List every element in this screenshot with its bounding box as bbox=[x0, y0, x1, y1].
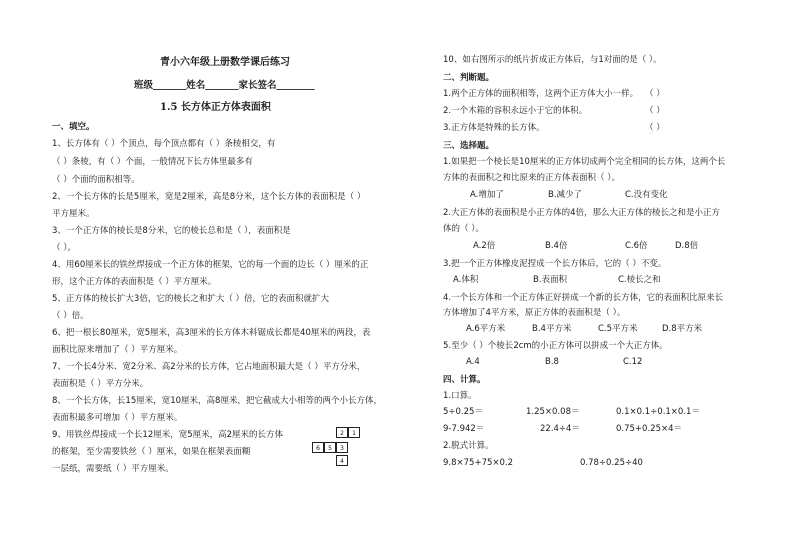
judge-3: 3.正方体是特殊的长方体。 bbox=[443, 123, 545, 133]
oral-2: 1.25×0.08＝ bbox=[526, 407, 580, 417]
choice5-option-c: C.12 bbox=[623, 357, 643, 367]
judge-2-paren: （ ） bbox=[645, 106, 665, 116]
q7-line2: 表面积是（ ）平方分米。 bbox=[52, 379, 149, 389]
q1-line2: （ ）条棱，有（ ）个面，一般情况下长方体里最多有 bbox=[52, 157, 253, 167]
choice2-option-c: C.6倍 bbox=[625, 241, 648, 251]
calc-title: 2.脱式计算。 bbox=[443, 441, 494, 451]
choice5-option-b: B.8 bbox=[545, 357, 559, 367]
choice2-option-b: B.4倍 bbox=[545, 241, 568, 251]
choice4-option-c: C.5平方米 bbox=[598, 324, 638, 334]
q9-line1: 9、用铁丝焊接成一个长12厘米，宽5厘米，高2厘米的长方体 bbox=[52, 430, 284, 440]
choice2-line1: 2.大正方体的表面积是小正方体的4倍，那么大正方体的棱长之和是小正方 bbox=[443, 208, 721, 218]
choice4-option-d: D.8平方米 bbox=[662, 324, 703, 334]
section-calc: 四、计算。 bbox=[443, 375, 486, 385]
judge-1: 1.两个正方体的面积相等，这两个正方体大小一样。 bbox=[443, 89, 639, 99]
net-cell: 3 bbox=[336, 442, 348, 453]
net-cell: 6 bbox=[312, 442, 324, 453]
choice4-line2: 方体增加了4平方米，原正方体的表面积是（ ）。 bbox=[443, 308, 626, 318]
q7-line1: 7、一个长4分米、宽2分米、高2分米的长方体，它占地面积最大是（ ）平方分米， bbox=[52, 362, 366, 372]
choice1-option-b: B.减少了 bbox=[548, 190, 583, 200]
choice4-line1: 4.一个长方体和一个正方体正好拼成一个新的长方体，它的表面积比原来长 bbox=[443, 293, 724, 303]
choice3-option-a: A.体积 bbox=[453, 275, 479, 285]
choice2-line2: 体的（ ）。 bbox=[443, 224, 484, 234]
net-cell: 1 bbox=[348, 427, 360, 438]
choice2-option-a: A.2倍 bbox=[473, 241, 496, 251]
q1-line1: 1、长方体有（ ）个顶点，每个顶点都有（ ）条棱相交，有 bbox=[52, 139, 276, 149]
q2-line1: 2、一个长方体的长是5厘米，宽是2厘米，高是8分米，这个长方体的表面积是（ ） bbox=[52, 192, 366, 202]
oral-1: 5÷0.25＝ bbox=[443, 407, 483, 417]
cube-net-figure bbox=[308, 427, 360, 471]
net-cell: 4 bbox=[336, 455, 348, 466]
student-info-line: 班级_______姓名_______家长签名________ bbox=[134, 80, 315, 91]
calc-2: 0.78÷0.25÷40 bbox=[580, 458, 643, 468]
oral-5: 22.4÷4＝ bbox=[540, 424, 580, 434]
judge-3-paren: （ ） bbox=[645, 123, 665, 133]
net-cell: 2 bbox=[336, 427, 348, 438]
q1-line3: （ ）个面的面积相等。 bbox=[52, 175, 140, 185]
choice3-option-c: C.棱长之和 bbox=[618, 275, 661, 285]
q2-line2: 平方厘米。 bbox=[52, 209, 95, 219]
oral-3: 0.1×0.1÷0.1×0.1＝ bbox=[616, 407, 700, 417]
q3-line1: 3、一个正方体的棱长是8分米，它的棱长总和是（ ），表面积是 bbox=[52, 226, 291, 236]
q9-line3: 一层纸，需要纸（ ）平方厘米。 bbox=[52, 464, 174, 474]
oral-4: 9-7.942＝ bbox=[443, 424, 485, 434]
oral-title: 1.口算。 bbox=[443, 391, 477, 401]
q6-line2: 面积比原来增加了（ ）平方厘米。 bbox=[52, 345, 183, 355]
q10-text: 10、如右图所示的纸片折成正方体后，与1对面的是（ ）。 bbox=[443, 55, 662, 65]
choice3-line: 3.把一个正方体橡皮泥捏成一个长方体后，它的（ ）不变。 bbox=[443, 259, 667, 269]
section-choice: 三、选择题。 bbox=[443, 141, 495, 151]
q4-line1: 4、用60厘米长的铁丝焊接成一个正方体的框架，它的每一个面的边长（ ）厘米的正 bbox=[52, 260, 369, 270]
oral-6: 0.75+0.25×4＝ bbox=[616, 424, 683, 434]
q5-line1: 5、正方体的棱长扩大3倍，它的棱长之和扩大（ ）倍，它的表面积就扩大 bbox=[52, 294, 330, 304]
choice5-line: 5.至少（ ）个棱长2cm的小正方体可以拼成一个大正方体。 bbox=[443, 341, 668, 351]
q3-line2: （ ）。 bbox=[52, 243, 76, 253]
choice2-option-d: D.8倍 bbox=[675, 241, 699, 251]
choice1-line2: 方体的表面积之和比原来的正方体表面积（ ）。 bbox=[443, 173, 620, 183]
q8-line2: 表面积最多可增加（ ）平方厘米。 bbox=[52, 413, 183, 423]
q8-line1: 8、一个长方体，长15厘米，宽10厘米，高8厘米，把它截成大小相等的两个小长方体， bbox=[52, 396, 382, 406]
q5-line2: （ ）倍。 bbox=[52, 311, 89, 321]
section-judge: 二、判断题。 bbox=[443, 73, 495, 83]
choice4-option-b: B.4平方米 bbox=[532, 324, 572, 334]
judge-1-paren: （ ） bbox=[645, 89, 665, 99]
choice1-option-c: C.没有变化 bbox=[625, 190, 668, 200]
choice5-option-a: A.4 bbox=[466, 357, 480, 367]
q6-line1: 6、把一根长80厘米，宽5厘米，高3厘米的长方体木料锯成长都是40厘米的两段，表 bbox=[52, 328, 371, 338]
q4-line2: 形，这个正方体的表面积是（ ）平方厘米。 bbox=[52, 277, 217, 287]
lesson-subtitle: 1.5 长方体正方体表面积 bbox=[160, 102, 271, 113]
choice1-line1: 1.如果把一个棱长是10厘米的正方体切成两个完全相同的长方体，这两个长 bbox=[443, 157, 726, 167]
choice1-option-a: A.增加了 bbox=[470, 190, 504, 200]
calc-1: 9.8×75+75×0.2 bbox=[443, 458, 514, 468]
worksheet-title: 青小六年级上册数学课后练习 bbox=[160, 57, 290, 68]
choice3-option-b: B.表面积 bbox=[533, 275, 568, 285]
q9-line2: 的框架，至少需要铁丝（ ）厘米，如果在框架表面糊 bbox=[52, 447, 251, 457]
judge-2: 2.一个木箱的容积永远小于它的体积。 bbox=[443, 106, 588, 116]
section-fill-blank: 一、填空。 bbox=[52, 122, 95, 132]
choice4-option-a: A.6平方米 bbox=[466, 324, 506, 334]
net-cell: 5 bbox=[324, 442, 336, 453]
